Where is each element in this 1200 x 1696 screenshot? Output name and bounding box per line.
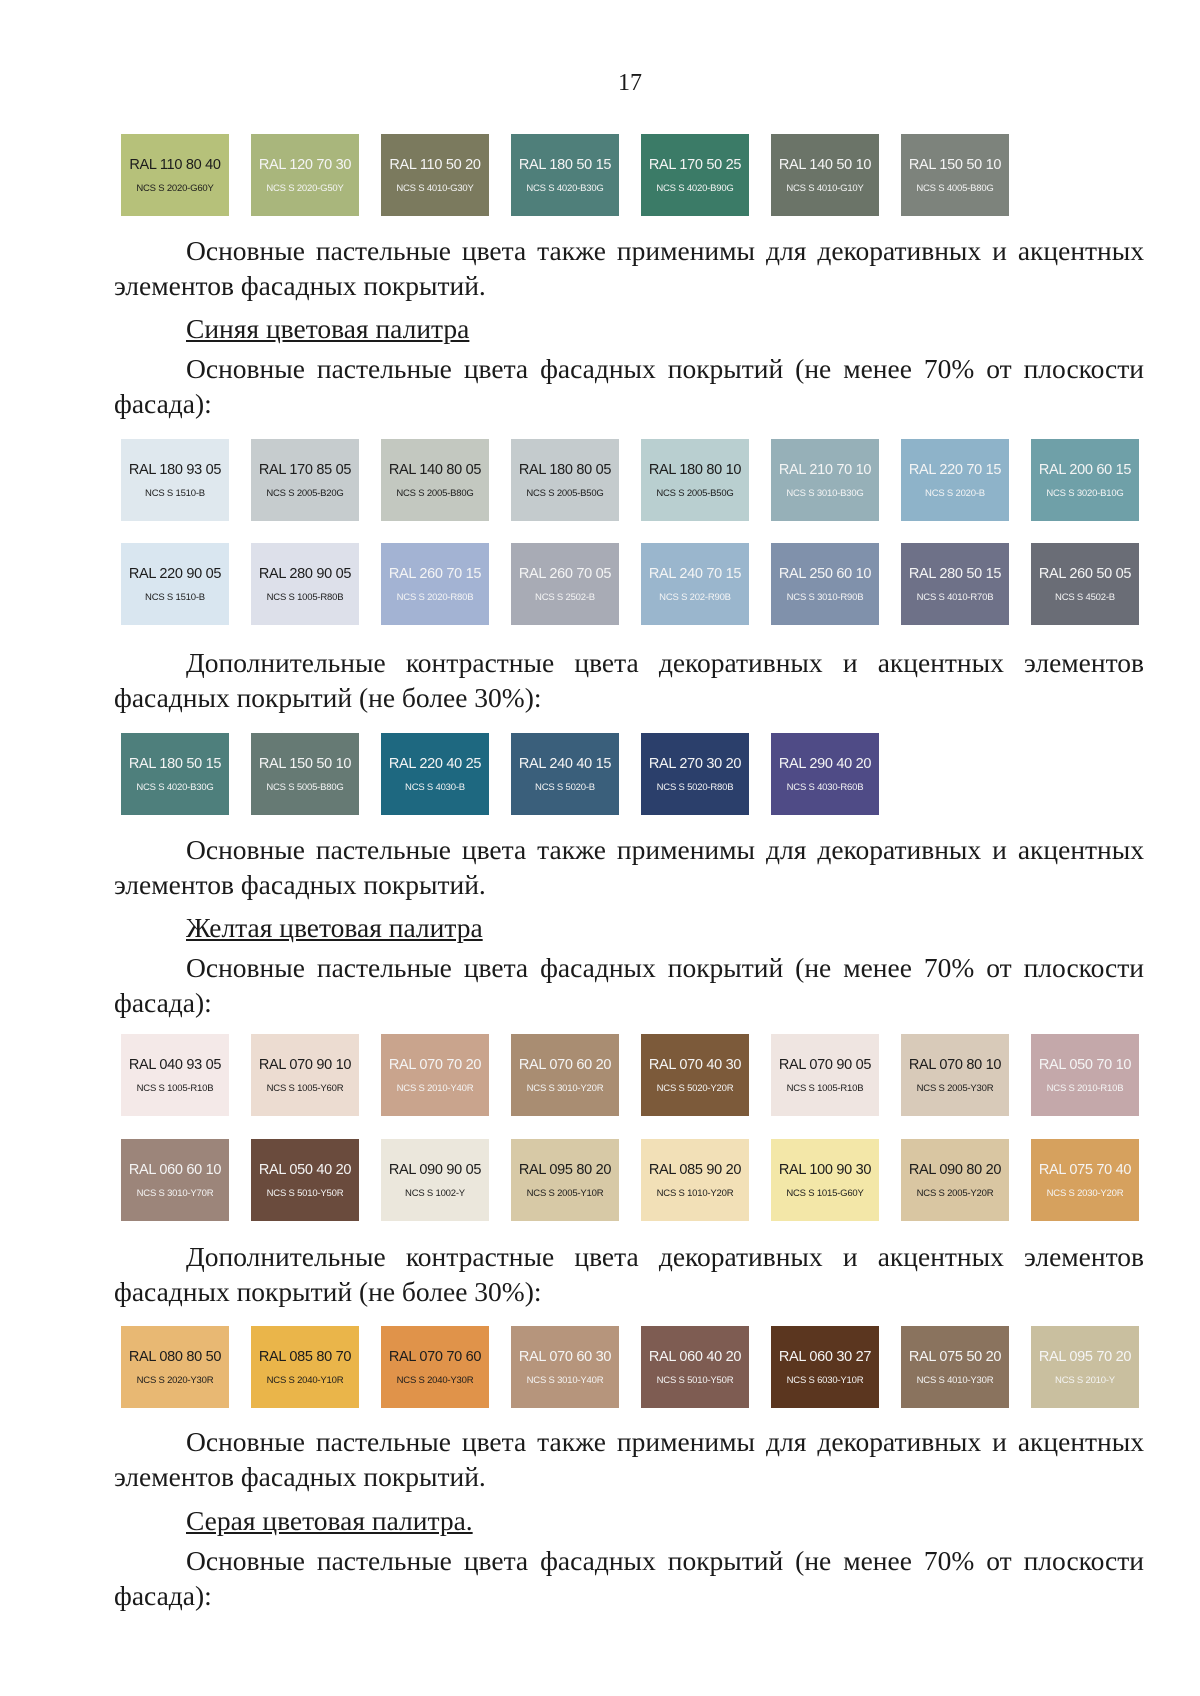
- paragraph-grey-main: Основные пастельные цвета фасадных покрытий (не менее 70% от плоскости фасада):: [114, 1545, 1144, 1611]
- color-swatch: [381, 543, 489, 625]
- swatch-ncs-code: NCS S 5010-Y50R: [656, 1374, 734, 1386]
- swatch-ncs-code: NCS S 2040-Y10R: [266, 1374, 344, 1386]
- swatch-row-green-tail: [0, 134, 1200, 218]
- swatch-ncs-code: NCS S 2020-B: [925, 487, 985, 499]
- color-swatch: [121, 1139, 229, 1221]
- color-swatch: [121, 134, 229, 216]
- swatch-ral-code: RAL 075 50 20: [908, 1348, 1002, 1365]
- color-swatch: [641, 543, 749, 625]
- swatch-ncs-code: NCS S 4030-R60B: [786, 781, 864, 793]
- color-swatch: [771, 1326, 879, 1408]
- swatch-ncs-code: NCS S 3010-Y20R: [526, 1082, 604, 1094]
- paragraph-yellow-main: Основные пастельные цвета фасадных покрытий (не менее 70% от плоскости фасада):: [114, 952, 1144, 1018]
- swatch-ral-code: RAL 180 50 15: [128, 755, 222, 772]
- swatch-ncs-code: NCS S 4010-Y30R: [916, 1374, 994, 1386]
- swatch-row-blue-main-1: [0, 439, 1200, 523]
- swatch-ncs-code: NCS S 6030-Y10R: [786, 1374, 864, 1386]
- swatch-ral-code: RAL 075 70 40: [1038, 1161, 1132, 1178]
- swatch-ncs-code: NCS S 1015-G60Y: [786, 1187, 864, 1199]
- swatch-ncs-code: NCS S 2005-B20G: [266, 487, 344, 499]
- swatch-ral-code: RAL 095 70 20: [1038, 1348, 1132, 1365]
- swatch-ral-code: RAL 280 90 05: [258, 565, 352, 582]
- heading-grey-palette: Серая цветовая палитра.: [186, 1505, 473, 1536]
- color-swatch: [251, 1326, 359, 1408]
- swatch-ral-code: RAL 240 40 15: [518, 755, 612, 772]
- swatch-ral-code: RAL 220 90 05: [128, 565, 222, 582]
- swatch-ral-code: RAL 060 30 27: [778, 1348, 872, 1365]
- color-swatch: [641, 1139, 749, 1221]
- swatch-ncs-code: NCS S 5010-Y50R: [266, 1187, 344, 1199]
- swatch-ral-code: RAL 200 60 15: [1038, 461, 1132, 478]
- swatch-ral-code: RAL 070 90 10: [258, 1056, 352, 1073]
- swatch-ncs-code: NCS S 1010-Y20R: [656, 1187, 734, 1199]
- color-swatch: [381, 134, 489, 216]
- swatch-ncs-code: NCS S 2502-B: [535, 591, 595, 603]
- swatch-ncs-code: NCS S 5005-B80G: [266, 781, 344, 793]
- swatch-ncs-code: NCS S 4020-B30G: [526, 182, 604, 194]
- color-swatch: [771, 733, 879, 815]
- color-swatch: [381, 733, 489, 815]
- swatch-ncs-code: NCS S 4005-B80G: [916, 182, 994, 194]
- swatch-ncs-code: NCS S 1510-B: [145, 591, 205, 603]
- swatch-ncs-code: NCS S 5020-Y20R: [656, 1082, 734, 1094]
- heading-blue-palette: Синяя цветовая палитра: [186, 313, 470, 344]
- swatch-ral-code: RAL 070 70 20: [388, 1056, 482, 1073]
- swatch-ncs-code: NCS S 4010-G10Y: [786, 182, 864, 194]
- swatch-ral-code: RAL 110 50 20: [389, 156, 481, 173]
- swatch-ral-code: RAL 080 80 50: [128, 1348, 222, 1365]
- swatch-ral-code: RAL 250 60 10: [778, 565, 872, 582]
- swatch-ral-code: RAL 150 50 10: [908, 156, 1002, 173]
- color-swatch: [121, 1034, 229, 1116]
- swatch-ral-code: RAL 070 90 05: [778, 1056, 872, 1073]
- swatch-ral-code: RAL 070 60 20: [518, 1056, 612, 1073]
- swatch-ral-code: RAL 290 40 20: [778, 755, 872, 772]
- swatch-ral-code: RAL 270 30 20: [648, 755, 742, 772]
- swatch-ral-code: RAL 180 50 15: [518, 156, 612, 173]
- color-swatch: [641, 1326, 749, 1408]
- swatch-ncs-code: NCS S 4030-B: [405, 781, 465, 793]
- swatch-ral-code: RAL 170 50 25: [648, 156, 742, 173]
- color-swatch: [381, 1034, 489, 1116]
- swatch-ral-code: RAL 220 40 25: [388, 755, 482, 772]
- swatch-ncs-code: NCS S 2005-B50G: [526, 487, 604, 499]
- color-swatch: [511, 134, 619, 216]
- color-swatch: [771, 1034, 879, 1116]
- color-swatch: [511, 1034, 619, 1116]
- paragraph-blue-also: Основные пастельные цвета также применимы для декоративных и акцентных элементов фасадных покрытий.: [114, 834, 1144, 900]
- swatch-ncs-code: NCS S 1002-Y: [405, 1187, 465, 1199]
- paragraph-blue-main: Основные пастельные цвета фасадных покрытий (не менее 70% от плоскости фасада):: [114, 353, 1144, 419]
- color-swatch: [121, 1326, 229, 1408]
- swatch-ral-code: RAL 040 93 05: [128, 1056, 222, 1073]
- swatch-ral-code: RAL 090 80 20: [908, 1161, 1002, 1178]
- color-swatch: [771, 439, 879, 521]
- swatch-ral-code: RAL 050 40 20: [258, 1161, 352, 1178]
- swatch-ral-code: RAL 095 80 20: [518, 1161, 612, 1178]
- swatch-row-blue-main-2: [0, 543, 1200, 627]
- swatch-ncs-code: NCS S 2020-Y30R: [136, 1374, 214, 1386]
- color-swatch: [641, 733, 749, 815]
- color-swatch: [901, 543, 1009, 625]
- swatch-ncs-code: NCS S 2020-G60Y: [136, 182, 214, 194]
- color-swatch: [901, 1139, 1009, 1221]
- swatch-ncs-code: NCS S 2030-Y20R: [1046, 1187, 1124, 1199]
- swatch-ncs-code: NCS S 1005-R10B: [136, 1082, 214, 1094]
- swatch-ncs-code: NCS S 2005-Y30R: [916, 1082, 994, 1094]
- color-swatch: [511, 543, 619, 625]
- swatch-ncs-code: NCS S 1005-R10B: [786, 1082, 864, 1094]
- swatch-ral-code: RAL 070 70 60: [388, 1348, 482, 1365]
- color-swatch: [251, 1034, 359, 1116]
- color-swatch: [771, 134, 879, 216]
- color-swatch: [901, 1034, 1009, 1116]
- swatch-ral-code: RAL 070 60 30: [518, 1348, 612, 1365]
- swatch-ral-code: RAL 280 50 15: [908, 565, 1002, 582]
- swatch-ncs-code: NCS S 3010-Y70R: [136, 1187, 214, 1199]
- swatch-ncs-code: NCS S 1510-B: [145, 487, 205, 499]
- page-number: 17: [618, 70, 642, 96]
- swatch-ral-code: RAL 260 70 05: [518, 565, 612, 582]
- color-swatch: [511, 733, 619, 815]
- swatch-ncs-code: NCS S 2040-Y30R: [396, 1374, 474, 1386]
- color-swatch: [121, 439, 229, 521]
- color-swatch: [1031, 1326, 1139, 1408]
- swatch-ral-code: RAL 050 70 10: [1038, 1056, 1132, 1073]
- swatch-ncs-code: NCS S 2010-Y40R: [396, 1082, 474, 1094]
- swatch-ral-code: RAL 110 80 40: [129, 156, 221, 173]
- color-swatch: [771, 1139, 879, 1221]
- swatch-ncs-code: NCS S 4502-B: [1055, 591, 1115, 603]
- color-swatch: [901, 439, 1009, 521]
- swatch-ncs-code: NCS S 2005-Y10R: [526, 1187, 604, 1199]
- swatch-ral-code: RAL 085 80 70: [258, 1348, 352, 1365]
- color-swatch: [511, 439, 619, 521]
- color-swatch: [1031, 1034, 1139, 1116]
- color-swatch: [251, 733, 359, 815]
- swatch-ncs-code: NCS S 5020-R80B: [656, 781, 734, 793]
- color-swatch: [121, 733, 229, 815]
- swatch-ncs-code: NCS S 2005-Y20R: [916, 1187, 994, 1199]
- paragraph-blue-accent: Дополнительные контрастные цвета декоративных и акцентных элементов фасадных покрытий (не более 30%):: [114, 647, 1144, 713]
- swatch-ral-code: RAL 210 70 10: [778, 461, 872, 478]
- swatch-row-blue-accent: [0, 733, 1200, 817]
- color-swatch: [1031, 1139, 1139, 1221]
- swatch-ncs-code: NCS S 5020-B: [535, 781, 595, 793]
- color-swatch: [641, 1034, 749, 1116]
- swatch-row-yellow-accent: [0, 1326, 1200, 1410]
- swatch-ral-code: RAL 060 60 10: [128, 1161, 222, 1178]
- swatch-ral-code: RAL 180 80 05: [518, 461, 612, 478]
- swatch-ncs-code: NCS S 4020-B90G: [656, 182, 734, 194]
- swatch-ral-code: RAL 070 40 30: [648, 1056, 742, 1073]
- swatch-ral-code: RAL 140 50 10: [778, 156, 872, 173]
- swatch-ncs-code: NCS S 3020-B10G: [1046, 487, 1124, 499]
- paragraph-yellow-also: Основные пастельные цвета также применимы для декоративных и акцентных элементов фасадных покрытий.: [114, 1426, 1144, 1492]
- color-swatch: [121, 543, 229, 625]
- swatch-ncs-code: NCS S 1005-R80B: [266, 591, 344, 603]
- swatch-ncs-code: NCS S 2010-Y: [1055, 1374, 1115, 1386]
- swatch-ral-code: RAL 180 93 05: [128, 461, 222, 478]
- color-swatch: [251, 134, 359, 216]
- color-swatch: [381, 1326, 489, 1408]
- swatch-ral-code: RAL 120 70 30: [258, 156, 352, 173]
- color-swatch: [381, 1139, 489, 1221]
- paragraph-green-also: Основные пастельные цвета также применимы для декоративных и акцентных элементов фасадных покрытий.: [114, 235, 1144, 301]
- color-swatch: [511, 1139, 619, 1221]
- color-swatch: [251, 439, 359, 521]
- swatch-row-yellow-main-1: [0, 1034, 1200, 1118]
- swatch-ral-code: RAL 260 70 15: [388, 565, 482, 582]
- swatch-ral-code: RAL 070 80 10: [908, 1056, 1002, 1073]
- color-swatch: [251, 543, 359, 625]
- color-swatch: [251, 1139, 359, 1221]
- swatch-ral-code: RAL 140 80 05: [388, 461, 482, 478]
- swatch-ncs-code: NCS S 1005-Y60R: [266, 1082, 344, 1094]
- color-swatch: [1031, 439, 1139, 521]
- swatch-ncs-code: NCS S 202-R90B: [659, 591, 731, 603]
- swatch-ral-code: RAL 170 85 05: [258, 461, 352, 478]
- swatch-ncs-code: NCS S 3010-R90B: [786, 591, 864, 603]
- swatch-ral-code: RAL 180 80 10: [648, 461, 742, 478]
- swatch-ral-code: RAL 240 70 15: [648, 565, 742, 582]
- swatch-ncs-code: NCS S 2020-R80B: [396, 591, 474, 603]
- swatch-ral-code: RAL 150 50 10: [258, 755, 352, 772]
- swatch-ral-code: RAL 060 40 20: [648, 1348, 742, 1365]
- color-swatch: [771, 543, 879, 625]
- paragraph-yellow-accent: Дополнительные контрастные цвета декоративных и акцентных элементов фасадных покрытий (не более 30%):: [114, 1241, 1144, 1307]
- swatch-ncs-code: NCS S 2020-G50Y: [266, 182, 344, 194]
- heading-yellow-palette: Желтая цветовая палитра: [186, 912, 483, 943]
- color-swatch: [641, 134, 749, 216]
- swatch-ncs-code: NCS S 2005-B50G: [656, 487, 734, 499]
- swatch-ncs-code: NCS S 4020-B30G: [136, 781, 214, 793]
- color-swatch: [901, 134, 1009, 216]
- color-swatch: [641, 439, 749, 521]
- color-swatch: [1031, 543, 1139, 625]
- color-swatch: [901, 1326, 1009, 1408]
- swatch-row-yellow-main-2: [0, 1139, 1200, 1223]
- color-swatch: [511, 1326, 619, 1408]
- swatch-ncs-code: NCS S 2010-R10B: [1046, 1082, 1124, 1094]
- swatch-ral-code: RAL 090 90 05: [388, 1161, 482, 1178]
- swatch-ncs-code: NCS S 4010-G30Y: [396, 182, 474, 194]
- swatch-ncs-code: NCS S 4010-R70B: [916, 591, 994, 603]
- color-swatch: [381, 439, 489, 521]
- swatch-ncs-code: NCS S 2005-B80G: [396, 487, 474, 499]
- swatch-ncs-code: NCS S 3010-B30G: [786, 487, 864, 499]
- swatch-ral-code: RAL 220 70 15: [908, 461, 1002, 478]
- swatch-ncs-code: NCS S 3010-Y40R: [526, 1374, 604, 1386]
- swatch-ral-code: RAL 100 90 30: [778, 1161, 872, 1178]
- swatch-ral-code: RAL 260 50 05: [1038, 565, 1132, 582]
- swatch-ral-code: RAL 085 90 20: [648, 1161, 742, 1178]
